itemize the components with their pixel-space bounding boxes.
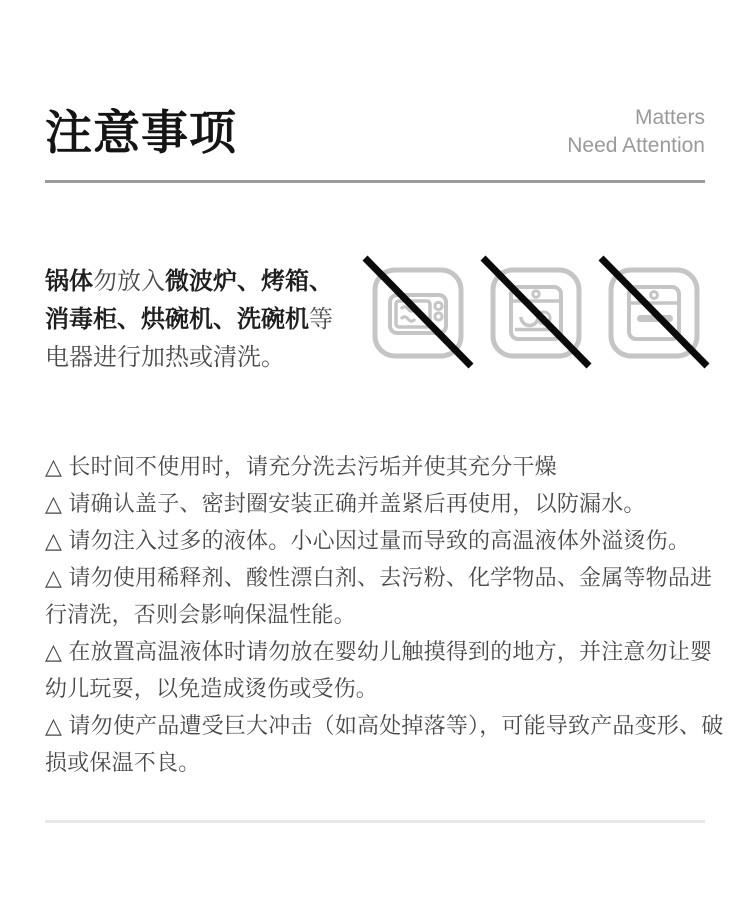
intro-segment: 勿放入 [93, 268, 165, 295]
warning-item: △ 长时间不使用时，请充分洗去污垢并使其充分干燥 [45, 454, 557, 479]
prohibited-appliance-icons [362, 255, 710, 369]
page-title: 注意事项 [45, 105, 237, 159]
no-disinfection-cabinet-icon [480, 255, 592, 369]
intro-section [45, 255, 710, 377]
section-header [45, 104, 705, 160]
intro-segment: 锅体 [45, 268, 93, 295]
subtitle-line-2: Need Attention [567, 134, 705, 157]
warning-item: △ 请勿注入过多的液体。小心因过量而导致的高温液体外溢烫伤。 [45, 528, 691, 553]
intro-paragraph [45, 255, 347, 377]
intro-segment: 微波炉、烤箱、消毒柜、烘碗机、洗碗机 [45, 268, 333, 333]
warnings-list [45, 448, 725, 781]
footer-divider [45, 820, 705, 823]
warning-item: △ 请勿使产品遭受巨大冲击（如高处掉落等），可能导致产品变形、破损或保温不良。 [45, 713, 724, 775]
warning-item: △ 请勿使用稀释剂、酸性漂白剂、去污粉、化学物品、金属等物品进行清洗，否则会影响保温性能。 [45, 565, 713, 627]
header-divider [45, 180, 705, 183]
no-oven-icon [598, 255, 710, 369]
intro-segment: 等电器进行加热或清洗。 [45, 306, 333, 371]
subtitle-line-1: Matters [634, 106, 705, 129]
no-microwave-icon [362, 255, 474, 369]
page-subtitle-en [567, 104, 705, 160]
notice-page [0, 104, 750, 900]
warning-item: △ 在放置高温液体时请勿放在婴幼儿触摸得到的地方，并注意勿让婴幼儿玩耍，以免造成烫伤或受伤。 [45, 639, 713, 701]
warning-item: △ 请确认盖子、密封圈安装正确并盖紧后再使用，以防漏水。 [45, 491, 646, 516]
